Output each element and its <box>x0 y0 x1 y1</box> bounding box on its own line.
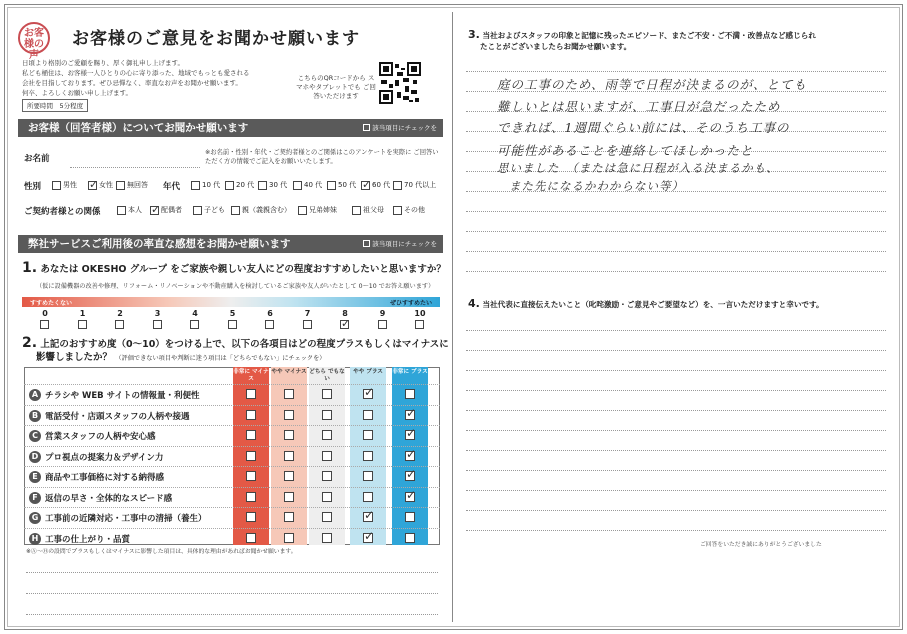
checkbox-label: 20 代 <box>236 181 255 189</box>
reason-line[interactable] <box>26 614 438 615</box>
checkbox-option[interactable] <box>117 205 142 215</box>
scale-number: 9 <box>379 309 386 318</box>
checkbox-option[interactable] <box>88 180 113 190</box>
rating-checkbox[interactable] <box>284 533 294 543</box>
scale-number: 4 <box>192 309 198 318</box>
scale-checkbox[interactable] <box>78 320 87 329</box>
row-divider <box>24 405 440 406</box>
scale-checkbox[interactable] <box>153 320 162 329</box>
rating-checkbox[interactable] <box>284 492 294 502</box>
checkbox-label: 祖父母 <box>363 206 384 214</box>
rating-checkbox[interactable] <box>284 430 294 440</box>
answer-line[interactable] <box>466 450 886 451</box>
rating-checkbox[interactable] <box>246 471 256 481</box>
checkbox-label: 60 代 <box>372 181 391 189</box>
checkbox-option[interactable] <box>150 205 182 215</box>
question-text: 影響しましたか？ <box>36 352 113 363</box>
rating-checkbox[interactable] <box>246 389 256 399</box>
row-label: 商品や工事価格に対する納得感 <box>45 473 165 483</box>
row-label: 工事の仕上がり・品質 <box>45 534 131 545</box>
rating-row <box>24 448 440 466</box>
section-header-feedback <box>18 235 443 253</box>
question-text: 上記のおすすめ度（0〜10）をつける上で、以下の各項目はどの程度プラスもしくはマイナスに <box>40 339 449 350</box>
checkbox[interactable] <box>258 181 267 190</box>
row-label: プロ視点の提案力＆デザイン力 <box>45 452 164 463</box>
answer-line[interactable] <box>466 211 886 212</box>
handwritten-line: 可能性があることを連絡してほしかったと <box>497 143 754 158</box>
checkbox-option[interactable] <box>352 205 384 215</box>
rating-checkbox[interactable] <box>322 389 332 399</box>
seal-stamp <box>18 22 50 61</box>
checkbox-option[interactable] <box>298 205 337 215</box>
checkbox-label: 女性 <box>99 181 113 189</box>
rating-checkbox[interactable] <box>363 492 373 502</box>
rating-checkbox[interactable] <box>322 533 332 543</box>
scale-checkbox[interactable] <box>115 320 124 329</box>
question-number: 4. <box>468 297 480 310</box>
question-2-title-cont <box>36 351 325 365</box>
answer-line[interactable] <box>466 510 886 511</box>
scale-number: 2 <box>117 309 123 318</box>
rating-checkbox[interactable] <box>284 410 294 420</box>
relation-label: ご契約者様との関係 <box>24 207 101 217</box>
intro-line: 私ども桶住は、お客様一人ひとりの心に寄り添った、地域でもっとも愛される <box>22 69 250 77</box>
scale-checkbox[interactable] <box>265 320 274 329</box>
rating-checkbox[interactable] <box>322 430 332 440</box>
answer-line[interactable] <box>466 71 886 72</box>
handwritten-line: 思いました （または急に日程が入る決まるかも、 <box>497 161 779 175</box>
row-badge: A <box>29 389 41 401</box>
scale-number: 8 <box>342 309 348 318</box>
scale-number: 6 <box>267 309 273 318</box>
rating-column-header: やや プラス <box>353 369 383 375</box>
rating-checkbox[interactable] <box>363 471 373 481</box>
thanks-note: ご回答をいただき誠にありがとうございました <box>700 542 822 548</box>
row-divider <box>24 425 440 426</box>
checkbox-option[interactable] <box>293 180 322 190</box>
rating-checkbox[interactable] <box>363 533 373 543</box>
rating-row <box>24 509 440 527</box>
check-note-text: 該当項目にチェックを <box>372 240 437 248</box>
row-divider <box>24 384 440 385</box>
row-badge: F <box>29 492 41 504</box>
checkbox-option[interactable] <box>361 180 390 190</box>
rating-row <box>24 407 440 425</box>
rating-checkbox[interactable] <box>405 430 415 440</box>
checkbox-option[interactable] <box>393 180 436 190</box>
scale-checkbox[interactable] <box>228 320 237 329</box>
rating-checkbox[interactable] <box>246 492 256 502</box>
checkbox-icon <box>363 240 370 247</box>
rating-column-header: どちら でもない <box>309 369 345 382</box>
checkbox[interactable] <box>116 181 125 190</box>
section-title: お客様（回答者様）についてお聞かせ願います <box>28 122 249 134</box>
rating-checkbox[interactable] <box>322 410 332 420</box>
checkbox[interactable] <box>293 181 302 190</box>
scale-number: 3 <box>154 309 161 318</box>
handwritten-line: また先になるかわからない等） <box>509 179 684 193</box>
handwritten-line: 庭の工事のため、雨等で日程が決まるのが、とても <box>497 77 808 92</box>
rating-checkbox[interactable] <box>284 512 294 522</box>
checkbox-option[interactable] <box>193 205 225 215</box>
checkbox-option[interactable] <box>231 205 291 215</box>
rating-row <box>24 489 440 507</box>
rating-checkbox[interactable] <box>322 492 332 502</box>
question-text: たことがございましたらお聞かせ願います。 <box>480 42 632 51</box>
checkbox-option[interactable] <box>191 180 220 190</box>
answer-line[interactable] <box>466 271 886 272</box>
row-label: チラシや WEB サイトの情報量・利便性 <box>45 391 200 401</box>
checkbox-label: 無回答 <box>127 181 148 189</box>
section-title: 弊社サービスご利用後の率直な感想をお聞かせ願います <box>28 238 291 250</box>
answer-line[interactable] <box>466 350 886 351</box>
row-divider <box>24 487 440 488</box>
rating-row <box>24 386 440 404</box>
answer-line[interactable] <box>466 470 886 471</box>
name-note: ※お名前・性別・年代・ご契約者様とのご関係はこのアンケートを実際に ご回答いただく方の情報でご記入をお願いいたします。 <box>205 149 439 165</box>
rating-checkbox[interactable] <box>363 389 373 399</box>
check-note-text: 該当項目にチェックを <box>372 124 437 132</box>
handwritten-line: 難しいとは思いますが、工事日が急だったため <box>497 99 781 114</box>
name-label: お名前 <box>24 154 50 164</box>
intro-line: 会社を目指しております。ぜひ忌憚なく、率直なお声をお聞かせ願います。 <box>22 79 242 87</box>
footnote: ※Ⓐ〜Ⓗの設問でプラスもしくはマイナスに影響した項目は、具体的な理由があればお聞かせ願います。 <box>26 549 297 555</box>
reason-line[interactable] <box>26 572 438 573</box>
scale-checkbox[interactable] <box>190 320 199 329</box>
intro-text <box>22 58 294 98</box>
answer-line[interactable] <box>466 370 886 371</box>
checkbox[interactable] <box>352 206 361 215</box>
question-number: 2. <box>22 335 38 351</box>
name-field[interactable] <box>70 167 200 168</box>
checkbox[interactable] <box>393 206 402 215</box>
rating-checkbox[interactable] <box>322 451 332 461</box>
rating-checkbox[interactable] <box>405 512 415 522</box>
row-badge: G <box>29 512 41 524</box>
scale-number: 1 <box>79 309 86 318</box>
checkbox[interactable] <box>231 206 240 215</box>
answer-line[interactable] <box>466 410 886 411</box>
row-label: 工事前の近隣対応・工事中の清掃（養生） <box>45 514 207 524</box>
rating-row <box>24 468 440 486</box>
scale-number: 10 <box>414 309 426 318</box>
rating-checkbox[interactable] <box>322 512 332 522</box>
question-1-title <box>22 262 446 276</box>
checkbox-label: 男性 <box>63 181 77 189</box>
row-badge: E <box>29 471 41 483</box>
rating-checkbox[interactable] <box>284 389 294 399</box>
checkbox-label: 50 代 <box>338 181 357 189</box>
rating-checkbox[interactable] <box>322 471 332 481</box>
rating-checkbox[interactable] <box>405 410 415 420</box>
row-badge: B <box>29 410 41 422</box>
reason-line[interactable] <box>26 593 438 594</box>
question-text: 当社代表に直接伝えたいこと（叱咤激励・ご意見やご要望など）を、一言いただけますと幸いです。 <box>482 300 824 309</box>
rating-checkbox[interactable] <box>363 512 373 522</box>
checkbox-label: 40 代 <box>304 181 323 189</box>
checkbox[interactable] <box>117 206 126 215</box>
checkbox-label: 兄弟姉妹 <box>309 206 337 214</box>
gender-label: 性別 <box>24 182 42 192</box>
rating-column-header: 非常に プラス <box>392 369 428 375</box>
scale-number: 5 <box>229 309 236 318</box>
row-divider <box>24 466 440 467</box>
rating-checkbox[interactable] <box>246 451 256 461</box>
page-divider <box>452 12 453 622</box>
rating-checkbox[interactable] <box>363 410 373 420</box>
rating-column-header: 非常に マイナス <box>233 369 269 382</box>
rating-column-header: やや マイナス <box>271 369 307 375</box>
checkbox[interactable] <box>393 181 402 190</box>
rating-checkbox[interactable] <box>284 451 294 461</box>
rating-checkbox[interactable] <box>405 451 415 461</box>
rating-checkbox[interactable] <box>405 533 415 543</box>
question-2-subtext: （評価できない項目や判断に迷う項目は「どちらでもない」にチェックを） <box>115 355 326 362</box>
row-badge: D <box>29 451 41 463</box>
scale-checkbox[interactable] <box>303 320 312 329</box>
scale-number: 7 <box>304 309 311 318</box>
question-1-subtext: （仮に設備機器の改善や修理、リフォーム・リノベーションや不動産購入を検討しているご家族や友人がいたとして 0〜10 でお答え願います） <box>36 283 435 290</box>
question-number: 1. <box>22 260 38 276</box>
question-2-title <box>22 337 449 351</box>
row-label: 返信の早さ・全体的なスピード感 <box>45 493 173 504</box>
scale-number: 0 <box>42 309 48 318</box>
rating-checkbox[interactable] <box>405 492 415 502</box>
checkbox[interactable] <box>150 206 159 215</box>
row-badge: C <box>29 430 41 442</box>
scale-checkbox[interactable] <box>378 320 387 329</box>
rating-checkbox[interactable] <box>363 451 373 461</box>
rating-checkbox[interactable] <box>246 430 256 440</box>
rating-row <box>24 427 440 445</box>
answer-line[interactable] <box>466 330 886 331</box>
scale-checkbox[interactable] <box>340 320 349 329</box>
seal-text: お客様の声 <box>24 28 44 61</box>
question-4 <box>468 298 888 310</box>
row-divider <box>24 528 440 529</box>
checkbox-label: 10 代 <box>202 181 221 189</box>
row-badge: H <box>29 533 41 545</box>
checkbox-label: 70 代以上 <box>404 181 437 189</box>
section-header-respondent <box>18 119 443 137</box>
checkbox[interactable] <box>298 206 307 215</box>
row-label: 営業スタッフの人柄や安心感 <box>45 432 156 442</box>
rating-checkbox[interactable] <box>284 471 294 481</box>
scale-low-label: すすめたくない <box>30 300 73 307</box>
answer-line[interactable] <box>466 530 886 531</box>
intro-line: 日頃より格別のご愛顧を賜り、厚く御礼申し上げます。 <box>22 59 184 67</box>
answer-line[interactable] <box>466 390 886 391</box>
checkbox-label: 親（義親含む） <box>242 206 291 214</box>
checkbox[interactable] <box>225 181 234 190</box>
qr-code-icon[interactable] <box>379 62 421 104</box>
row-divider <box>24 507 440 508</box>
question-number: 3. <box>468 28 480 41</box>
checkbox[interactable] <box>361 181 370 190</box>
duration-badge: 所要時間 5分程度 <box>22 99 88 112</box>
qr-caption: こちらのQRコードから スマホやタブレットでも ご回答いただけます <box>296 74 376 100</box>
checkbox-label: 配偶者 <box>161 206 182 214</box>
checkbox-option[interactable] <box>225 180 254 190</box>
check-note <box>363 238 437 250</box>
question-text: 当社およびスタッフの印象と記憶に残ったエピソード、またご不安・ご不満・改善点など感じられ <box>482 31 816 40</box>
scale-high-label: ぜひすすめたい <box>389 300 432 307</box>
check-note <box>363 122 437 134</box>
rating-row <box>24 530 440 548</box>
rating-checkbox[interactable] <box>405 471 415 481</box>
scale-checkbox[interactable] <box>40 320 49 329</box>
intro-line: 何卒、よろしくお願い申し上げます。 <box>22 89 132 97</box>
checkbox-label: その他 <box>404 206 425 214</box>
checkbox-option[interactable] <box>52 180 77 190</box>
answer-line[interactable] <box>466 231 886 232</box>
checkbox-label: 子ども <box>204 206 225 214</box>
rating-checkbox[interactable] <box>246 410 256 420</box>
checkbox-option[interactable] <box>393 205 425 215</box>
checkbox[interactable] <box>191 181 200 190</box>
checkbox-option[interactable] <box>116 180 148 190</box>
rating-checkbox[interactable] <box>363 430 373 440</box>
recommend-scale-bar <box>22 297 440 307</box>
checkbox[interactable] <box>193 206 202 215</box>
checkbox-icon <box>363 124 370 131</box>
checkbox-label: 30 代 <box>269 181 288 189</box>
checkbox-option[interactable] <box>258 180 287 190</box>
handwritten-line: できれば、1週間ぐらい前には、そのうち工事の <box>497 120 790 135</box>
age-label: 年代 <box>163 182 181 192</box>
checkbox-label: 本人 <box>128 206 142 214</box>
answer-line[interactable] <box>466 490 886 491</box>
checkbox[interactable] <box>88 181 97 190</box>
question-text: あなたは OKESHO グループ をご家族や親しい友人にどの程度おすすめしたいと思いますか？ <box>40 264 446 275</box>
rating-checkbox[interactable] <box>405 389 415 399</box>
checkbox[interactable] <box>327 181 336 190</box>
row-label: 電話受付・店頭スタッフの人柄や接遇 <box>45 411 190 422</box>
rating-checkbox[interactable] <box>246 512 256 522</box>
answer-line[interactable] <box>466 430 886 431</box>
checkbox[interactable] <box>52 181 61 190</box>
question-3 <box>468 29 888 52</box>
row-divider <box>24 446 440 447</box>
scale-checkbox[interactable] <box>415 320 424 329</box>
checkbox-option[interactable] <box>327 180 356 190</box>
page-title: お客様のご意見をお聞かせ願います <box>72 29 360 49</box>
answer-line[interactable] <box>466 251 886 252</box>
rating-checkbox[interactable] <box>246 533 256 543</box>
